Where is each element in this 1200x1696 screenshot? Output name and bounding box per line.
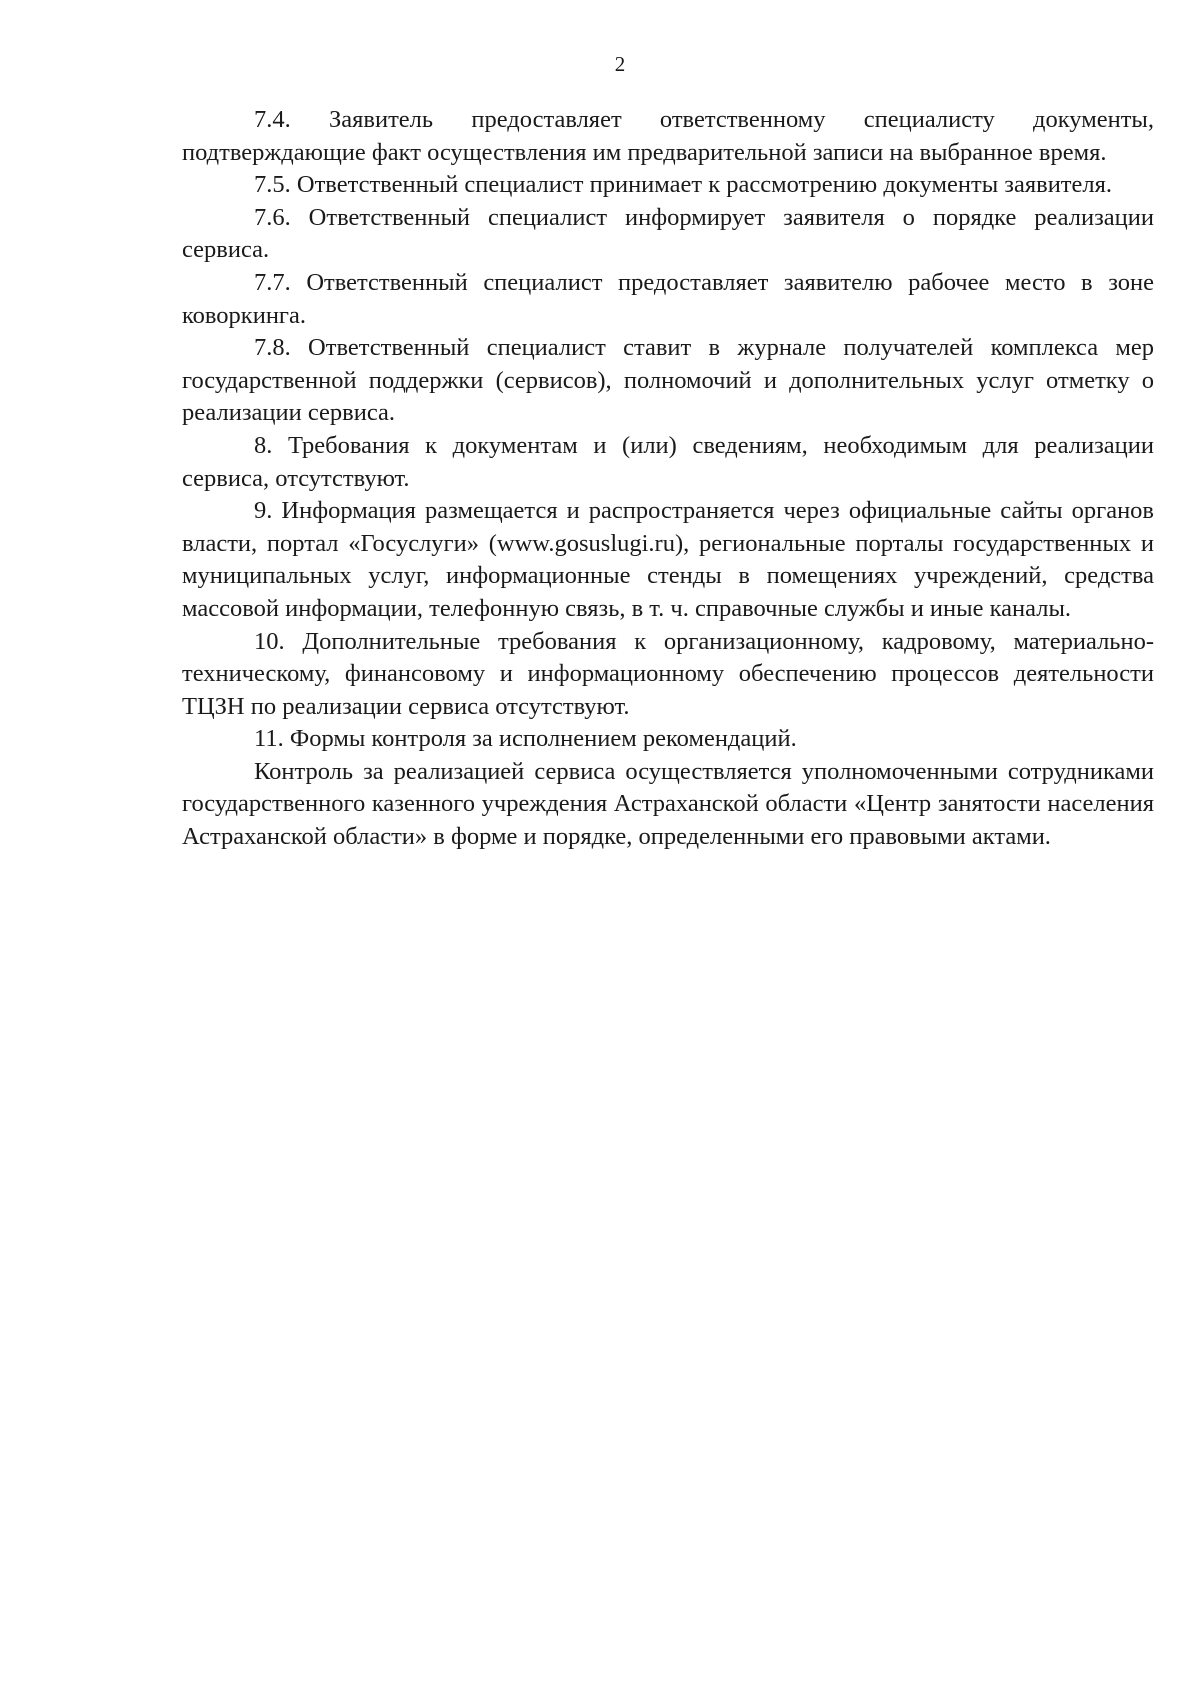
paragraph-control: Контроль за реализацией сервиса осуществляется уполномоченными сотрудниками государственного казенного учреждения Астраханской области «Центр занятости населения Астраханской области» в форме и порядке, определенными его правовыми актами. bbox=[182, 757, 1154, 851]
paragraph-7-5: 7.5. Ответственный специалист принимает к рассмотрению документы заявителя. bbox=[254, 171, 1113, 199]
page-number: 2 bbox=[614, 52, 626, 76]
paragraph-11-heading: 11. Формы контроля за исполнением рекомендаций. bbox=[254, 725, 797, 753]
paragraph-9: 9. Информация размещается и распространяется через официальные сайты органов власти, портал «Госуслуги» (www.gosuslugi.ru), региональные порталы государственных и муниципальных услуг, информационные стенды в помещениях учреждений, средства массовой информации, телефонную связь, в т. ч. справочные службы и иные каналы. bbox=[182, 497, 1154, 622]
paragraph-7-8: 7.8. Ответственный специалист ставит в журнале получателей комплекса мер государственной поддержки (сервисов), полномочий и дополнительных услуг отметку о реализации сервиса. bbox=[182, 334, 1154, 427]
paragraph-7-6: 7.6. Ответственный специалист информирует заявителя о порядке реализации сервиса. bbox=[182, 203, 1154, 264]
document-body bbox=[182, 104, 1154, 854]
paragraph-8: 8. Требования к документам и (или) сведениям, необходимым для реализации сервиса, отсутствуют. bbox=[182, 431, 1154, 492]
paragraph-7-7: 7.7. Ответственный специалист предоставляет заявителю рабочее место в зоне коворкинга. bbox=[182, 268, 1154, 329]
paragraph-10: 10. Дополнительные требования к организационному, кадровому, материально-техническому, финансовому и информационному обеспечению процессов деятельности ТЦЗН по реализации сервиса отсутствуют. bbox=[182, 627, 1154, 720]
paragraph-7-4: 7.4. Заявитель предоставляет ответственному специалисту документы, подтверждающие факт осуществления им предварительной записи на выбранное время. bbox=[182, 106, 1154, 166]
